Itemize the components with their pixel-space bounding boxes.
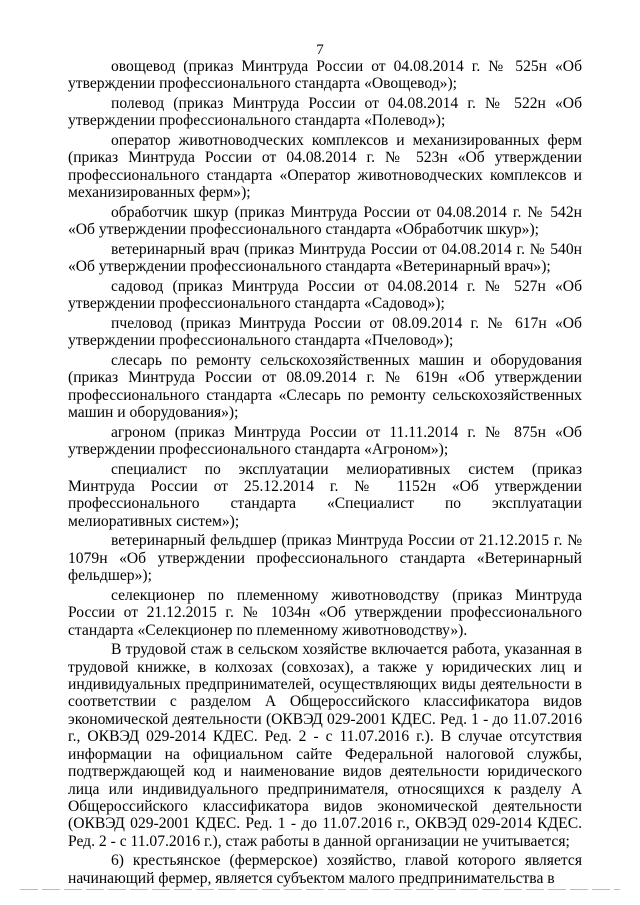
paragraph-agronom: агроном (приказ Минтруда России от 11.11.2014 г. № 875н «Об утверждении профессионального стандарта «Агроном»); — [68, 423, 582, 459]
document-body — [68, 58, 582, 889]
paragraph-item-6: 6) крестьянское (фермерское) хозяйство, главой которого является начинающий фермер, является субъектом малого предпринимательства в — [68, 852, 582, 887]
paragraph-slesar: слесарь по ремонту сельскохозяйственных машин и оборудования (приказ Минтруда России от 08.09.2014 г. № 619н «Об утверждении профессионального стандарта «Слесарь по ремонту сельскохозяйственных машин и оборудования»); — [68, 351, 582, 422]
paragraph-pchelovod: пчеловод (приказ Минтруда России от 08.09.2014 г. № 617н «Об утверждении профессионального стандарта «Пчеловод»); — [68, 314, 582, 350]
page-number: 7 — [316, 42, 324, 58]
paragraph-operator: оператор животноводческих комплексов и механизированных ферм (приказ Минтруда России от 04.08.2014 г. № 523н «Об утверждении профессионального стандарта «Оператор животноводческих комплексов и механизированных ферм»); — [68, 132, 582, 202]
paragraph-sadovod: садовод (приказ Минтруда России от 04.08.2014 г. № 527н «Об утверждении профессионального стандарта «Садовод»); — [68, 277, 582, 313]
paragraph-veterinarny-vrach: ветеринарный врач (приказ Минтруда России от 04.08.2014 г. № 540н «Об утверждении профессионального стандарта «Ветеринарный врач»); — [68, 240, 582, 276]
paragraph-ovoshchevod: овощевод (приказ Минтруда России от 04.08.2014 г. № 525н «Об утверждении профессионального стандарта «Овощевод»); — [68, 58, 582, 93]
paragraph-obrabotchik-shkur: обработчик шкур (приказ Минтруда России от 04.08.2014 г. № 542н «Об утверждении профессионального стандарта «Обработчик шкур»); — [68, 203, 582, 239]
paragraph-spetsialist-melioratsii: специалист по эксплуатации мелиоративных систем (приказ Минтруда России от 25.12.2014 г. № 1152н «Об утверждении профессионального стандарта «Специалист по эксплуатации мелиоративных систем»); — [68, 460, 582, 530]
scan-edge-line — [20, 889, 620, 890]
paragraph-selektsioner: селекционер по племенному животноводству (приказ Минтруда России от 21.12.2015 г. № 1034н «Об утверждении профессионального стандарта «Селекционер по племенному животноводству»). — [68, 586, 582, 639]
paragraph-trudovoy-stazh: В трудовой стаж в сельском хозяйстве включается работа, указанная в трудовой книжке, в колхозах (совхозах), а также у юридических лиц и индивидуальных предпринимателей, осуществляющих виды деятельности в соответствии с разделом А Общероссийского классификатора видов экономической деятельности (ОКВЭД 029-2001 КДЕС. Ред. 1 - до 11.07.2016 г., ОКВЭД 029-2014 КДЕС. Ред. 2 - с 11.07.2016 г.). В случае отсутствия информации на официальном сайте Федеральной налоговой службы, подтверждающей код и наименование видов деятельности юридического лица или индивидуального предпринимателя, относящихся к разделу А Общероссийского классификатора видов экономической деятельности (ОКВЭД 029-2001 КДЕС. Ред. 1 - до 11.07.2016 г., ОКВЭД 029-2014 КДЕС. Ред. 2 - с 11.07.2016 г.), стаж работы в данной организации не учитывается; — [68, 641, 582, 850]
paragraph-polevod: полевод (приказ Минтруда России от 04.08.2014 г. № 522н «Об утверждении профессионального стандарта «Полевод»); — [68, 95, 582, 130]
paragraph-veterinarny-feldsher: ветеринарный фельдшер (приказ Минтруда России от 21.12.2015 г. № 1079н «Об утверждении профессионального стандарта «Ветеринарный фельдшер»); — [68, 532, 582, 585]
